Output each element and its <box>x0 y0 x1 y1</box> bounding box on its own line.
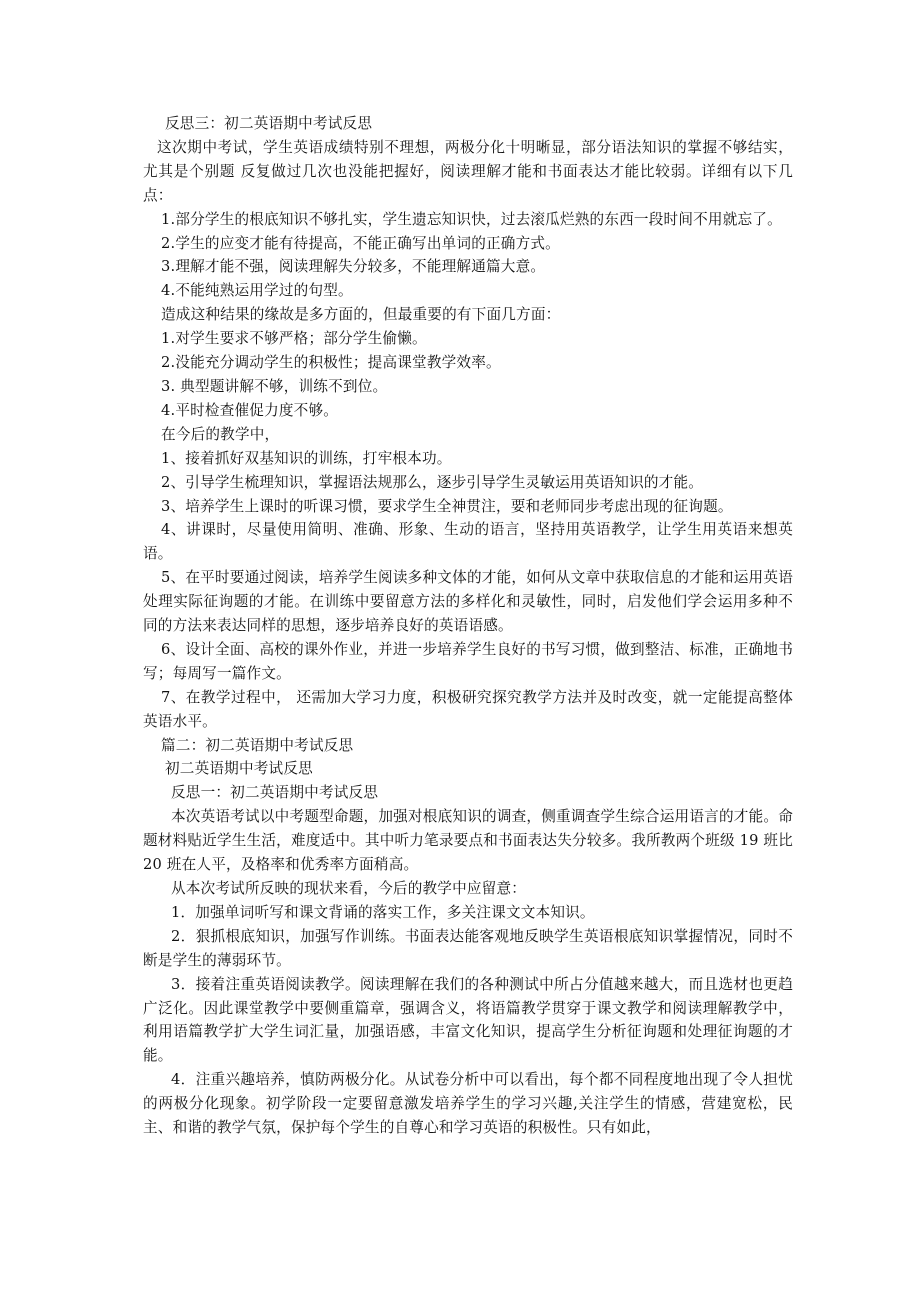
section-heading-part-two: 篇二：初二英语期中考试反思 <box>161 736 354 754</box>
list-item-cause-2: 2.没能充分调动学生的积极性；提高课堂教学效率。 <box>161 354 501 372</box>
paragraph-causes: 造成这种结果的缘故是多方面的，但最重要的有下面几方面： <box>161 306 561 324</box>
list-item-plan-3: 3、培养学生上课时的听课习惯，要求学生全神贯注，要和老师同步考虑出现的征询题。 <box>161 497 733 515</box>
list-item-attention-1: 1．加强单词听写和课文背诵的落实工作，多关注课文文本知识。 <box>171 903 595 921</box>
section-subtitle: 初二英语期中考试反思 <box>165 760 313 778</box>
list-item-cause-1: 1.对学生要求不够严格；部分学生偷懒。 <box>161 330 427 348</box>
list-item-problem-2: 2.学生的应变才能有待提高，不能正确写出单词的正确方式。 <box>161 234 560 252</box>
list-item-plan-7: 7、在教学过程中， 还需加大学习力度，积极研究探究教学方法并及时改变，就一定能提高整体英语水平。 <box>143 688 793 730</box>
list-item-plan-2: 2、引导学生梳理知识，掌握语法规那么，逐步引导学生灵敏运用英语知识的才能。 <box>161 473 704 491</box>
document-body <box>143 112 793 1140</box>
paragraph-attention: 从本次考试所反映的现状来看，今后的教学中应留意： <box>171 880 527 897</box>
list-item-cause-4: 4.平时检查催促力度不够。 <box>161 401 339 419</box>
list-item-plan-4: 4、讲课时，尽量使用简明、准确、形象、生动的语言，坚持用英语教学，让学生用英语来想英语。 <box>143 521 793 563</box>
list-item-problem-1: 1.部分学生的根底知识不够扎实，学生遗忘知识快，过去滚瓜烂熟的东西一段时间不用就忘了。 <box>161 210 782 228</box>
list-item-attention-2: 2．狠抓根底知识，加强写作训练。书面表达能客观地反映学生英语根底知识掌握情况，同时不断是学生的薄弱环节。 <box>143 927 793 969</box>
list-item-cause-3: 3. 典型题讲解不够，训练不到位。 <box>161 377 388 395</box>
list-item-plan-6: 6、设计全面、高校的课外作业，并进一步培养学生良好的书写习惯，做到整洁、标准，正确地书写；每周写一篇作文。 <box>143 640 793 682</box>
paragraph-future-teaching: 在今后的教学中， <box>161 425 280 443</box>
paragraph-intro: 这次期中考试，学生英语成绩特别不理想，两极分化十明晰显，部分语法知识的掌握不够结实，尤其是个别题 反复做过几次也没能把握好，阅读理解才能和书面表达才能比较弱。详细有以下几点： <box>143 138 793 204</box>
list-item-plan-5: 5、在平时要通过阅读，培养学生阅读多种文体的才能，如何从文章中获取信息的才能和运用英语处理实际征询题的才能。在训练中要留意方法的多样化和灵敏性，同时，启发他们学会运用多种不同的方法来表达同样的思想，逐步培养良好的英语语感。 <box>143 569 793 635</box>
list-item-problem-3: 3.理解才能不强，阅读理解失分较多，不能理解通篇大意。 <box>161 258 546 276</box>
section-heading-reflection-three: 反思三：初二英语期中考试反思 <box>165 115 373 132</box>
list-item-problem-4: 4.不能纯熟运用学过的句型。 <box>161 282 353 300</box>
list-item-attention-3: 3．接着注重英语阅读教学。阅读理解在我们的各种测试中所占分值越来越大，而且选材也更趋广泛化。因此课堂教学中要侧重篇章，强调含义，将语篇教学贯穿于课文教学和阅读理解教学中，利用语篇教学扩大学生词汇量，加强语感，丰富文化知识，提高学生分析征询题和处理征询题的才能。 <box>143 975 793 1065</box>
paragraph-exam-overview: 本次英语考试以中考题型命题，加强对根底知识的调查，侧重调查学生综合运用语言的才能。命题材料贴近学生生活，难度适中。其中听力笔录要点和书面表达失分较多。我所教两个班级 19 班比 20 班在人平，及格率和优秀率方面稍高。 <box>143 808 793 874</box>
section-heading-reflection-one: 反思一：初二英语期中考试反思 <box>171 784 379 802</box>
list-item-plan-1: 1、接着抓好双基知识的训练，打牢根本功。 <box>161 449 452 467</box>
list-item-attention-4: 4．注重兴趣培养，慎防两极分化。从试卷分析中可以看出，每个都不同程度地出现了令人担忧的两极分化现象。初学阶段一定要留意激发培养学生的学习兴趣,关注学生的情感，营建宽松，民主、和谐的教学气氛，保护每个学生的自尊心和学习英语的积极性。只有如此， <box>143 1071 793 1137</box>
